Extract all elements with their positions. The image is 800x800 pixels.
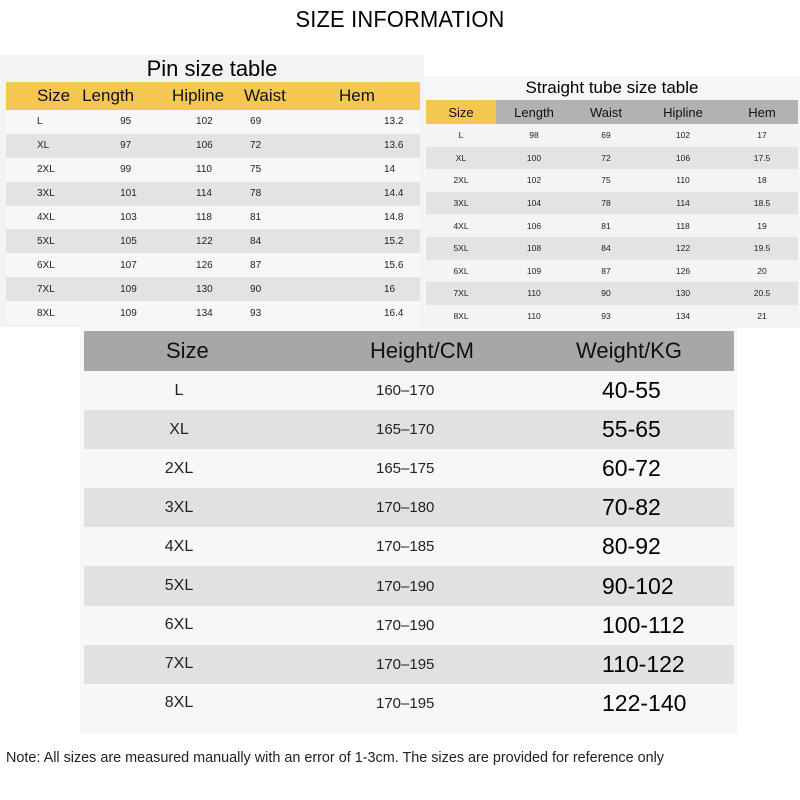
straight-header-length: Length (496, 100, 572, 124)
table-cell: 4XL (84, 527, 314, 566)
table-cell: 13.2 (324, 110, 420, 134)
table-cell: 78 (572, 192, 640, 215)
table-cell: 84 (572, 237, 640, 260)
table-row (426, 237, 798, 260)
table-row (84, 566, 734, 605)
table-cell: 6XL (84, 606, 314, 645)
table-cell: 13.6 (324, 134, 420, 158)
pin-table-title: Pin size table (146, 56, 278, 81)
table-row (6, 206, 420, 230)
table-row (6, 158, 420, 182)
table-cell: 134 (640, 305, 726, 328)
straight-header-size: Size (426, 100, 496, 124)
table-cell: 170–195 (314, 645, 514, 684)
table-row (426, 282, 798, 305)
straight-table-header-row (426, 100, 798, 124)
table-cell: 3XL (84, 488, 314, 527)
table-cell: 81 (244, 206, 324, 230)
table-cell: 109 (70, 301, 162, 325)
table-row (426, 169, 798, 192)
table-cell: 122 (640, 237, 726, 260)
table-row (426, 214, 798, 237)
table-row (6, 110, 420, 134)
table-row (84, 488, 734, 527)
table-cell: 110 (496, 282, 572, 305)
table-cell: 114 (640, 192, 726, 215)
table-cell: 5XL (84, 566, 314, 605)
table-cell: XL (84, 410, 314, 449)
straight-table-title: Straight tube size table (525, 78, 699, 97)
table-cell: 108 (496, 237, 572, 260)
table-row (6, 253, 420, 277)
table-cell: 15.6 (324, 253, 420, 277)
table-cell: 80-92 (514, 527, 734, 566)
table-cell: 55-65 (514, 410, 734, 449)
table-cell: 16 (324, 277, 420, 301)
table-cell: 8XL (6, 301, 70, 325)
table-cell: 170–185 (314, 527, 514, 566)
table-cell: 102 (162, 110, 244, 134)
table-cell: 84 (244, 229, 324, 253)
table-cell: 69 (572, 124, 640, 147)
pin-table-header-row (6, 82, 420, 110)
table-cell: 118 (162, 206, 244, 230)
hw-header-height: Height/CM (314, 331, 514, 371)
table-cell: 8XL (426, 305, 496, 328)
table-cell: 19 (726, 214, 798, 237)
table-cell: 170–190 (314, 606, 514, 645)
table-cell: 14 (324, 158, 420, 182)
height-weight-table (84, 331, 734, 723)
table-cell: 106 (496, 214, 572, 237)
table-cell: 3XL (426, 192, 496, 215)
pin-size-table (6, 82, 420, 325)
table-cell: 90 (572, 282, 640, 305)
table-row (6, 301, 420, 325)
table-cell: 103 (70, 206, 162, 230)
table-cell: L (6, 110, 70, 134)
table-cell: 7XL (6, 277, 70, 301)
pin-header-length: Length (70, 82, 162, 110)
table-cell: 21 (726, 305, 798, 328)
table-row (426, 260, 798, 283)
pin-header-size: Size (6, 82, 70, 110)
table-cell: 6XL (6, 253, 70, 277)
table-cell: L (426, 124, 496, 147)
table-cell: 97 (70, 134, 162, 158)
table-cell: 3XL (6, 182, 70, 206)
table-cell: 19.5 (726, 237, 798, 260)
pin-header-hipline: Hipline (162, 82, 244, 110)
table-row (6, 134, 420, 158)
table-cell: XL (6, 134, 70, 158)
table-cell: 165–175 (314, 449, 514, 488)
pin-header-hem: Hem (324, 82, 420, 110)
table-row (84, 606, 734, 645)
table-cell: 95 (70, 110, 162, 134)
table-cell: 130 (640, 282, 726, 305)
table-cell: 98 (496, 124, 572, 147)
table-cell: 106 (640, 147, 726, 170)
table-cell: 8XL (84, 684, 314, 723)
table-row (426, 124, 798, 147)
table-cell: 102 (640, 124, 726, 147)
hw-header-size: Size (84, 331, 314, 371)
table-cell: 18.5 (726, 192, 798, 215)
table-cell: 122-140 (514, 684, 734, 723)
table-cell: 99 (70, 158, 162, 182)
straight-header-hem: Hem (726, 100, 798, 124)
table-cell: 72 (244, 134, 324, 158)
table-cell: 20 (726, 260, 798, 283)
table-cell: 102 (496, 169, 572, 192)
table-cell: 126 (162, 253, 244, 277)
measurement-note: Note: All sizes are measured manually with an error of 1-3cm. The sizes are provided for reference only (6, 750, 665, 766)
table-cell: L (84, 371, 314, 410)
table-row (84, 645, 734, 684)
table-cell: 110 (162, 158, 244, 182)
table-cell: 2XL (426, 169, 496, 192)
table-cell: 109 (496, 260, 572, 283)
table-row (426, 305, 798, 328)
table-cell: XL (426, 147, 496, 170)
table-cell: 78 (244, 182, 324, 206)
straight-tube-panel (424, 76, 800, 328)
table-cell: 7XL (426, 282, 496, 305)
table-cell: 109 (70, 277, 162, 301)
table-row (426, 192, 798, 215)
table-cell: 75 (244, 158, 324, 182)
table-cell: 60-72 (514, 449, 734, 488)
height-weight-panel (80, 327, 738, 733)
table-cell: 17.5 (726, 147, 798, 170)
table-cell: 170–190 (314, 566, 514, 605)
table-cell: 17 (726, 124, 798, 147)
table-cell: 14.8 (324, 206, 420, 230)
table-row (6, 277, 420, 301)
page-title: SIZE INFORMATION (295, 6, 505, 32)
table-cell: 15.2 (324, 229, 420, 253)
table-row (84, 449, 734, 488)
table-cell: 105 (70, 229, 162, 253)
table-cell: 100 (496, 147, 572, 170)
table-cell: 20.5 (726, 282, 798, 305)
table-cell: 126 (640, 260, 726, 283)
table-cell: 110 (496, 305, 572, 328)
hw-header-weight: Weight/KG (514, 331, 734, 371)
table-cell: 110-122 (514, 645, 734, 684)
table-cell: 75 (572, 169, 640, 192)
table-cell: 72 (572, 147, 640, 170)
table-row (84, 371, 734, 410)
table-cell: 90 (244, 277, 324, 301)
table-cell: 107 (70, 253, 162, 277)
table-row (426, 147, 798, 170)
table-cell: 70-82 (514, 488, 734, 527)
table-cell: 4XL (6, 206, 70, 230)
table-cell: 14.4 (324, 182, 420, 206)
table-row (6, 182, 420, 206)
table-cell: 4XL (426, 214, 496, 237)
table-cell: 110 (640, 169, 726, 192)
table-cell: 104 (496, 192, 572, 215)
table-cell: 100-112 (514, 606, 734, 645)
table-cell: 81 (572, 214, 640, 237)
table-cell: 118 (640, 214, 726, 237)
pin-size-panel (0, 55, 424, 327)
table-cell: 170–195 (314, 684, 514, 723)
table-cell: 93 (572, 305, 640, 328)
table-cell: 7XL (84, 645, 314, 684)
table-cell: 87 (572, 260, 640, 283)
table-cell: 134 (162, 301, 244, 325)
table-cell: 5XL (6, 229, 70, 253)
table-cell: 18 (726, 169, 798, 192)
table-cell: 170–180 (314, 488, 514, 527)
table-row (84, 527, 734, 566)
table-cell: 2XL (6, 158, 70, 182)
table-row (6, 229, 420, 253)
table-cell: 87 (244, 253, 324, 277)
table-cell: 160–170 (314, 371, 514, 410)
table-cell: 93 (244, 301, 324, 325)
table-cell: 114 (162, 182, 244, 206)
table-cell: 2XL (84, 449, 314, 488)
straight-header-waist: Waist (572, 100, 640, 124)
table-cell: 130 (162, 277, 244, 301)
table-row (84, 684, 734, 723)
table-cell: 90-102 (514, 566, 734, 605)
straight-header-hipline: Hipline (640, 100, 726, 124)
table-row (84, 410, 734, 449)
straight-tube-size-table (426, 100, 798, 327)
pin-header-waist: Waist (244, 82, 324, 110)
hw-table-header-row (84, 331, 734, 371)
table-cell: 16.4 (324, 301, 420, 325)
table-cell: 101 (70, 182, 162, 206)
table-cell: 165–170 (314, 410, 514, 449)
table-cell: 122 (162, 229, 244, 253)
table-cell: 69 (244, 110, 324, 134)
table-cell: 106 (162, 134, 244, 158)
table-cell: 40-55 (514, 371, 734, 410)
table-cell: 5XL (426, 237, 496, 260)
table-cell: 6XL (426, 260, 496, 283)
